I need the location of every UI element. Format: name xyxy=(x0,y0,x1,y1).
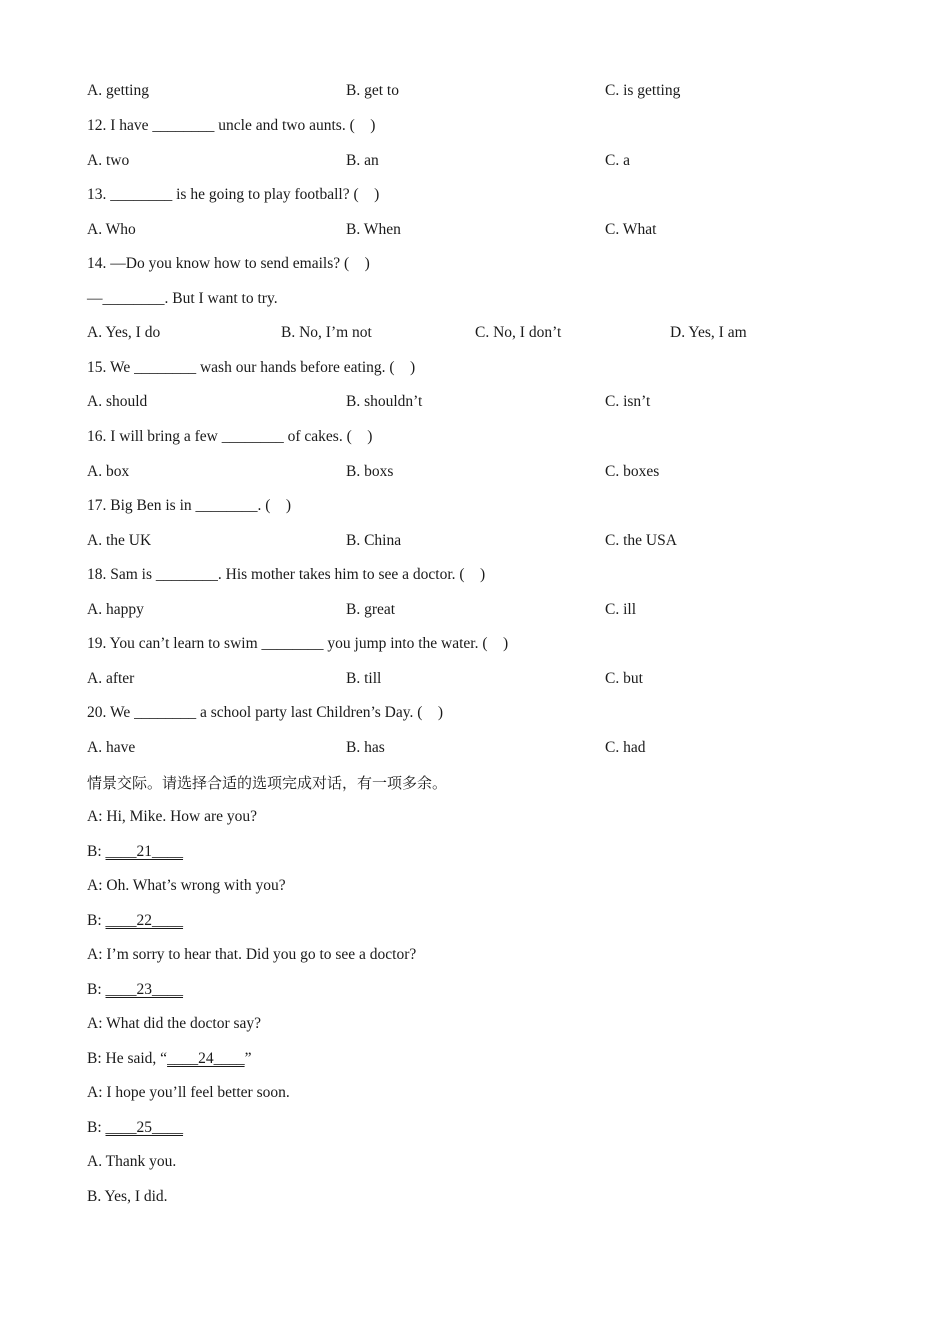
option-d: D. Yes, I am xyxy=(670,324,747,341)
option-a: A. Yes, I do xyxy=(87,324,161,341)
option-c: C. ill xyxy=(605,601,637,618)
option-b: B. When xyxy=(346,221,401,238)
question-14: 14. —Do you know how to send emails? ( ) xyxy=(87,255,370,272)
dialogue-line xyxy=(87,1117,183,1139)
dialogue-line: A: Oh. What’s wrong with you? xyxy=(87,877,286,894)
speaker-prefix: B: xyxy=(87,843,106,860)
option-a: A. have xyxy=(87,739,136,756)
option-c: C. a xyxy=(605,152,630,169)
option-c: C. No, I don’t xyxy=(475,324,562,341)
question-13: 13. ________ is he going to play football? ( ) xyxy=(87,186,380,203)
option-c: C. is getting xyxy=(605,82,681,99)
speaker-prefix: B: xyxy=(87,981,106,998)
question-20: 20. We ________ a school party last Children’s Day. ( ) xyxy=(87,704,444,721)
option-b: B. No, I’m not xyxy=(281,324,372,341)
option-b: B. get to xyxy=(346,82,399,99)
dialogue-line: A: I’m sorry to hear that. Did you go to see a doctor? xyxy=(87,946,417,963)
choice-a: A. Thank you. xyxy=(87,1153,177,1170)
option-c: C. boxes xyxy=(605,463,660,480)
question-15: 15. We ________ wash our hands before eating. ( ) xyxy=(87,359,416,376)
option-c: C. the USA xyxy=(605,532,677,549)
dialogue-line: A: Hi, Mike. How are you? xyxy=(87,808,258,825)
option-a: A. Who xyxy=(87,221,136,238)
speaker-prefix: B: xyxy=(87,912,106,929)
speaker-prefix: B: He said, “ xyxy=(87,1050,168,1067)
answer-blank-24: ____24____ xyxy=(167,1050,245,1067)
option-c: C. but xyxy=(605,670,643,687)
option-a: A. two xyxy=(87,152,130,169)
answer-blank-21: ____21____ xyxy=(105,843,184,860)
section-heading: 情景交际。请选择合适的选项完成对话，有一项多余。 xyxy=(87,774,448,792)
option-c: C. isn’t xyxy=(605,393,651,410)
option-b: B. China xyxy=(346,532,402,549)
dialogue-line xyxy=(87,1048,251,1070)
option-b: B. till xyxy=(346,670,382,687)
suffix: ” xyxy=(244,1050,252,1067)
question-12: 12. I have ________ uncle and two aunts. ( ) xyxy=(87,117,376,134)
option-a: A. after xyxy=(87,670,135,687)
option-c: C. had xyxy=(605,739,646,756)
question-19: 19. You can’t learn to swim ________ you jump into the water. ( ) xyxy=(87,635,509,652)
answer-blank-25: ____25____ xyxy=(105,1119,184,1136)
speaker-prefix: B: xyxy=(87,1119,106,1136)
option-c: C. What xyxy=(605,221,657,238)
answer-blank-22: ____22____ xyxy=(105,912,184,929)
question-18: 18. Sam is ________. His mother takes him to see a doctor. ( ) xyxy=(87,566,486,583)
option-b: B. great xyxy=(346,601,396,618)
dialogue-line: A: What did the doctor say? xyxy=(87,1015,262,1032)
option-a: A. getting xyxy=(87,82,149,99)
dialogue-line xyxy=(87,841,183,863)
question-16: 16. I will bring a few ________ of cakes. ( ) xyxy=(87,428,373,445)
dialogue-line xyxy=(87,979,183,1001)
answer-blank-23: ____23____ xyxy=(105,981,184,998)
option-a: A. the UK xyxy=(87,532,152,549)
option-a: A. should xyxy=(87,393,148,410)
option-b: B. shouldn’t xyxy=(346,393,423,410)
option-a: A. happy xyxy=(87,601,144,618)
question-17: 17. Big Ben is in ________. ( ) xyxy=(87,497,292,514)
option-b: B. an xyxy=(346,152,379,169)
option-a: A. box xyxy=(87,463,130,480)
option-b: B. has xyxy=(346,739,385,756)
dialogue-line xyxy=(87,910,183,932)
choice-b: B. Yes, I did. xyxy=(87,1188,168,1205)
option-b: B. boxs xyxy=(346,463,394,480)
dialogue-line: A: I hope you’ll feel better soon. xyxy=(87,1084,290,1101)
question-14-reply: —________. But I want to try. xyxy=(87,290,278,307)
